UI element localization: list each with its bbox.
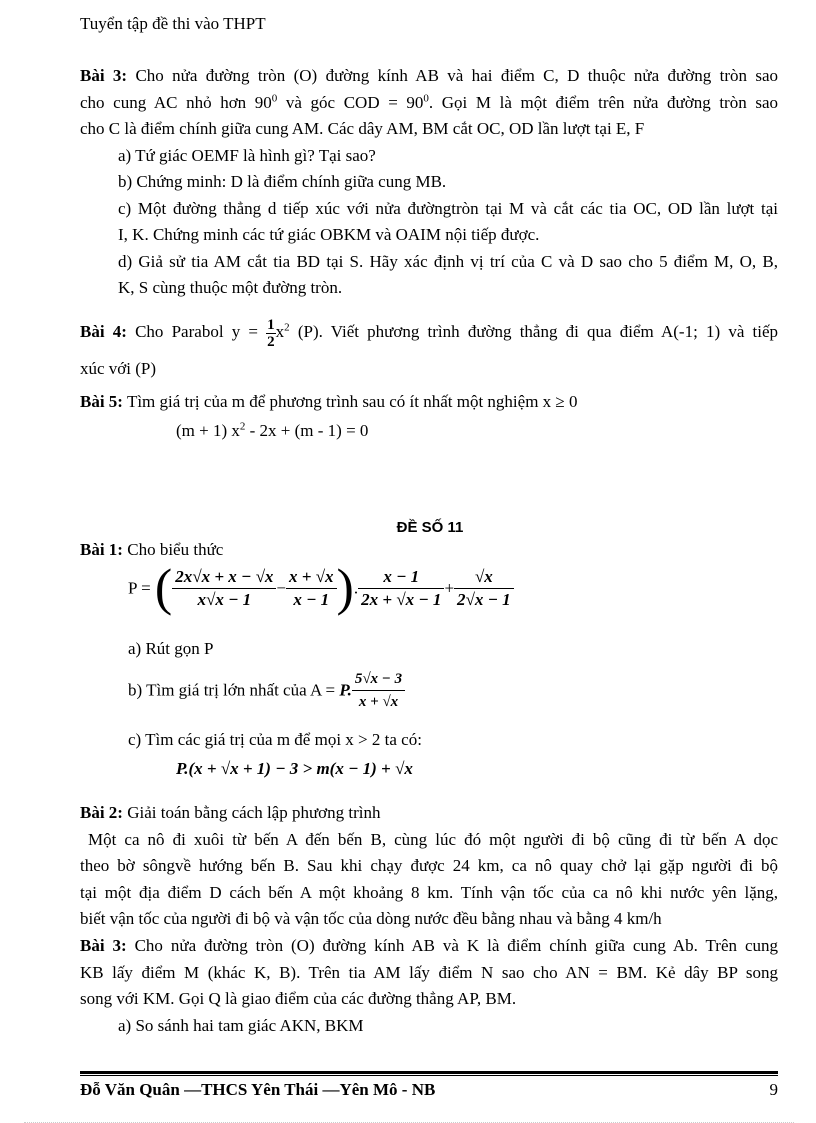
- problem-text: biết vận tốc của người đi bộ và vận tốc của dòng nước đều bằng nhau và bằng 4 km/h: [80, 909, 662, 928]
- fraction-a: [352, 668, 405, 713]
- fraction-denominator: 2√x − 1: [457, 590, 511, 609]
- question-c: c) Một đường thẳng d tiếp xúc với nửa đườngtròn tại M và cắt các tia OC, OD lần lượt tại: [118, 198, 778, 218]
- problem-label: Bài 5:: [80, 392, 123, 411]
- inequality-formula: P.(x + √x + 1) − 3 > m(x − 1) + √x: [176, 759, 413, 778]
- problem-text: Giải toán bằng cách lập phương trình: [127, 803, 381, 822]
- question-b: [128, 668, 405, 713]
- question-text: c) Tìm các giá trị của m để mọi x > 2 ta có:: [128, 730, 422, 749]
- fraction-denominator: 2: [267, 333, 275, 350]
- problem-bai4: [80, 314, 778, 383]
- problem-text: Một ca nô đi xuôi từ bến A đến bến B, cùng lúc đó một người đi bộ cũng đi từ bến A dọc: [88, 829, 778, 849]
- footer-author: Đỗ Văn Quân —THCS Yên Thái —Yên Mô - NB: [80, 1080, 436, 1099]
- problem-label: Bài 4:: [80, 322, 127, 341]
- question-a: [128, 636, 778, 663]
- problem-bai5: [80, 389, 778, 444]
- problem-text: song với KM. Gọi Q là giao điểm của các đường thẳng AP, BM.: [80, 989, 517, 1008]
- degree-superscript: 0: [271, 91, 278, 104]
- problem-bai3-bottom: [80, 933, 778, 1039]
- page-footer: [80, 1080, 778, 1100]
- problem-label: Bài 1:: [80, 540, 123, 559]
- right-paren: ): [336, 559, 354, 617]
- problem-bai2: [80, 800, 778, 933]
- plus-sign: +: [444, 578, 455, 598]
- question-b: b) Chứng minh: D là điểm chính giữa cung MB.: [118, 172, 447, 191]
- fraction-2: [286, 566, 337, 611]
- expression-p: [128, 559, 514, 617]
- problem-label: Bài 2:: [80, 803, 123, 822]
- problem-bai3-top: [80, 63, 778, 302]
- problem-text: KB lấy điểm M (khác K, B). Trên tia AM lấy điểm N sao cho AN = BM. Kẻ dây BP song: [80, 962, 778, 982]
- problem-text: . Gọi M là một điểm trên nửa đường tròn sao: [428, 92, 778, 112]
- equation-part: (m + 1) x: [176, 420, 240, 440]
- fraction-numerator: 1: [267, 316, 275, 333]
- problem-text: Cho biểu thức: [127, 540, 224, 559]
- problem-text: Cho Parabol y =: [135, 322, 258, 341]
- problem-label: Bài 3:: [80, 936, 127, 955]
- question-a: a) Tứ giác OEMF là hình gì? Tại sao?: [118, 145, 376, 165]
- fraction-denominator: 2x + √x − 1: [361, 590, 442, 609]
- problem-text: x: [275, 322, 285, 341]
- problem-text: cho C là điểm chính giữa cung AM. Các dây AM, BM cắt OC, OD lần lượt tại E, F: [80, 119, 645, 138]
- degree-superscript: 0: [423, 91, 429, 104]
- fraction-one-half: [266, 317, 276, 350]
- page-number: 9: [769, 1080, 778, 1099]
- footer-rule-thick: [80, 1071, 778, 1074]
- exam-title: ĐỀ SỐ 11: [396, 519, 464, 536]
- fraction-denominator: x + √x: [358, 694, 399, 710]
- footer-rule-thin: [80, 1075, 778, 1076]
- fraction-numerator: 5√x − 3: [352, 668, 405, 691]
- exponent: 2: [284, 321, 290, 334]
- question-d-cont: K, S cùng thuộc một đường tròn.: [118, 278, 343, 297]
- fraction-4: [454, 566, 514, 611]
- question-text: a) Rút gọn P: [128, 639, 214, 658]
- problem-label: Bài 3:: [80, 66, 128, 85]
- question-c: [128, 727, 778, 754]
- problem-text: Cho nửa đường tròn (O) đường kính AB và K là điểm chính giữa cung Ab. Trên cung: [134, 936, 778, 955]
- left-paren: (: [154, 559, 173, 617]
- fraction-numerator: √x: [454, 566, 514, 589]
- running-header: Tuyển tập đề thi vào THPT: [80, 14, 266, 33]
- equation: [80, 418, 778, 445]
- problem-text: và góc COD = 90: [277, 92, 424, 112]
- problem-text: xúc với (P): [80, 359, 157, 378]
- formula-p: P.: [339, 680, 352, 700]
- fraction-numerator: x + √x: [286, 566, 337, 589]
- exponent: 2: [239, 419, 246, 432]
- question-c-cont: I, K. Chứng minh các tứ giác OBKM và OAIM nội tiếp được.: [118, 225, 540, 244]
- fraction-1: [172, 566, 276, 611]
- fraction-numerator: x − 1: [358, 566, 444, 589]
- problem-bai1: [80, 537, 778, 564]
- question-d: d) Giả sử tia AM cắt tia BD tại S. Hãy xác định vị trí của C và D sao cho 5 điểm M, O, B,: [118, 251, 778, 271]
- dot-operator: .: [353, 578, 359, 598]
- question-a: a) So sánh hai tam giác AKN, BKM: [118, 1015, 364, 1035]
- problem-text: Cho nửa đường tròn (O) đường kính AB và hai điểm C, D thuộc nửa đường tròn sao: [135, 66, 778, 85]
- problem-text: theo bờ sôngvề hướng bến B. Sau khi chạy được 24 km, ca nô quay chở lại gặp người đi bộ: [80, 856, 778, 875]
- fraction-denominator: x − 1: [293, 590, 330, 609]
- problem-text: tại một địa điểm D cách bến A một khoảng 8 km. Tính vận tốc của ca nô khi nước yên lặng,: [80, 882, 778, 902]
- fraction-denominator: x√x − 1: [197, 590, 252, 609]
- problem-text: Tìm giá trị của m để phương trình sau có ít nhất một nghiệm x ≥ 0: [126, 392, 578, 411]
- problem-text: cho cung AC nhỏ hơn 90: [80, 92, 272, 112]
- fraction-3: [358, 566, 444, 611]
- problem-text: (P). Viết phương trình đường thẳng đi qua điểm A(-1; 1) và tiếp: [289, 322, 779, 341]
- question-text: b) Tìm giá trị lớn nhất của A =: [128, 680, 336, 700]
- expression-lhs: P =: [128, 578, 151, 598]
- minus-sign: −: [276, 578, 286, 598]
- fraction-numerator: 2x√x + x − √x: [172, 566, 276, 589]
- equation-part: - 2x + (m - 1) = 0: [245, 420, 369, 440]
